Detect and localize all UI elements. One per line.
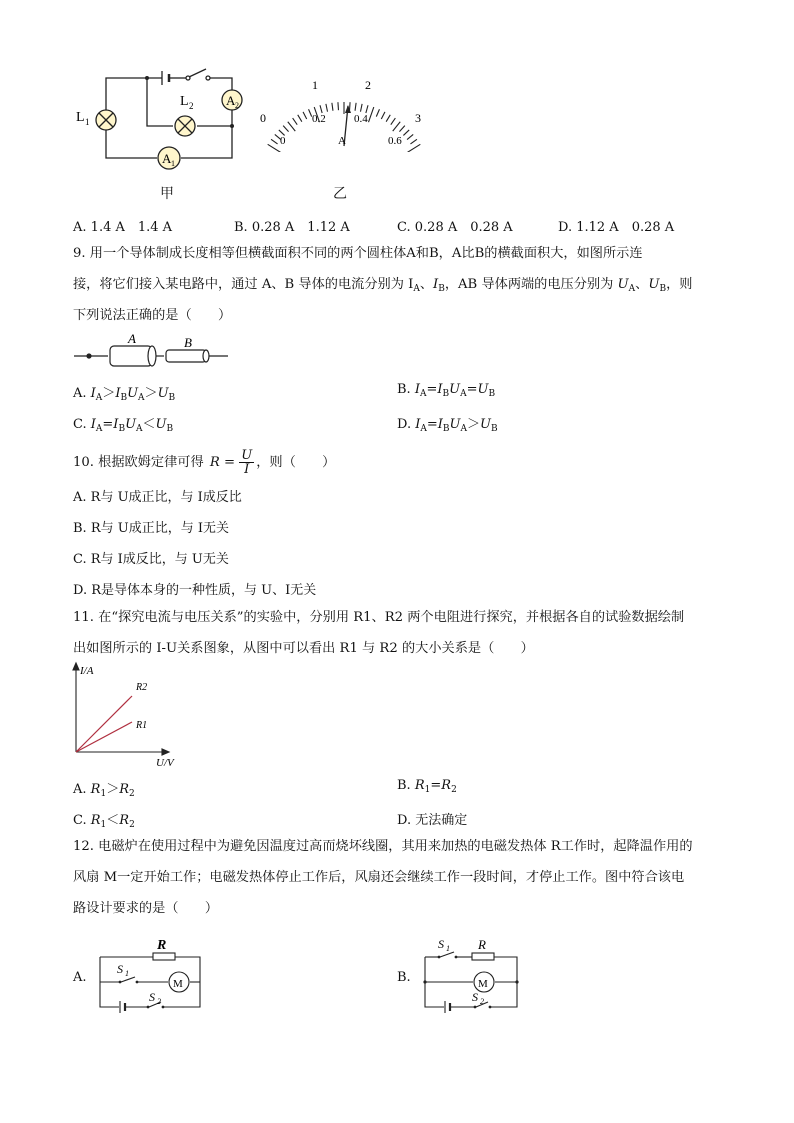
meter-tick	[407, 134, 413, 139]
svg-text:S: S	[472, 990, 478, 1004]
svg-text:M: M	[173, 978, 183, 990]
q11-option-c[interactable]: C. $R_1<R_2$	[73, 813, 135, 830]
q11-option-a[interactable]: A. $R_1>R_2$	[73, 782, 135, 799]
q10-option-a[interactable]: A. R与 U成正比，与 I成反比	[73, 490, 242, 505]
q9-option-b[interactable]: B. $I_A=I_BU_A=U_B$	[397, 382, 496, 399]
svg-text:1: 1	[446, 944, 450, 953]
q9-stem-line2: 接，将它们接入某电路中，通过 A、B 导体的电流分别为 $I_A$、$I_B$，AB 导体两端的电压分别为 $U_A$、$U_B$，则	[73, 277, 693, 294]
svg-text:S: S	[149, 990, 155, 1004]
meter-tick	[332, 103, 333, 111]
q11-option-d[interactable]: D. 无法确定	[397, 813, 468, 828]
svg-text:1: 1	[312, 78, 318, 92]
svg-text:0: 0	[260, 111, 266, 125]
svg-text:U/V: U/V	[156, 757, 174, 769]
meter-tick	[293, 118, 298, 125]
svg-text:0: 0	[280, 135, 286, 147]
figure-iu-graph	[66, 660, 186, 770]
q12-option-b-circuit[interactable]	[420, 935, 525, 1015]
meter-tick	[391, 118, 396, 125]
meter-tick	[326, 104, 328, 112]
q11-stem-line2: 出如图所示的 I-U关系图象，从图中可以看出 R1 与 R2 的大小关系是（ ）	[73, 641, 534, 656]
svg-text:A: A	[226, 93, 236, 108]
meter-tick	[360, 104, 362, 112]
motor-icon	[169, 972, 189, 992]
meter-tick	[366, 105, 368, 113]
caption-jia: 甲	[160, 186, 174, 202]
meter-tick	[271, 139, 277, 144]
meter-tick	[298, 115, 302, 122]
ammeter-a1-icon	[158, 147, 180, 169]
q8-option-d[interactable]: D. 1.12 A 0.28 A	[558, 220, 675, 235]
q11-option-b[interactable]: B. $R_1=R_2$	[397, 778, 457, 795]
caption-yi: 乙	[333, 186, 347, 202]
svg-text:0.2: 0.2	[312, 113, 326, 125]
svg-text:1: 1	[171, 159, 175, 168]
meter-tick	[381, 112, 385, 119]
svg-text:0.4: 0.4	[354, 113, 368, 125]
svg-text:S: S	[438, 937, 444, 951]
q9-stem-line1: 9. 用一个导体制成长度相等但横截面积不同的两个圆柱体A和B，A比B的横截面积大，如图所示连	[73, 246, 643, 261]
q12-stem-line1: 12. 电磁炉在使用过程中为避免因温度过高而烧坏线圈，其用来加热的电磁发热体 R工作时，起降温作用的	[73, 839, 693, 854]
meter-tick	[386, 115, 390, 122]
q10-stem: 10. 根据欧姆定律可得 R = $\frac{U}{I}$ ，则（ ）	[73, 448, 336, 477]
q12-option-a-circuit[interactable]	[95, 935, 205, 1015]
svg-text:R2: R2	[136, 682, 148, 693]
meter-tick	[288, 122, 295, 131]
figure-cylinders	[72, 332, 232, 372]
svg-text:2: 2	[157, 997, 161, 1006]
q12-option-a-label[interactable]: A.	[73, 970, 87, 985]
svg-text:3: 3	[415, 111, 421, 125]
meter-tick	[376, 109, 379, 116]
svg-text:R: R	[157, 938, 167, 953]
q12-option-b-label[interactable]: B.	[397, 970, 411, 985]
svg-text:I/A: I/A	[80, 665, 94, 677]
svg-text:R1: R1	[136, 720, 148, 731]
q10-option-c[interactable]: C. R与 I成反比，与 U无关	[73, 552, 229, 567]
q8-option-b[interactable]: B. 0.28 A 1.12 A	[234, 220, 350, 235]
lamp-l2-icon	[175, 116, 195, 136]
svg-text:2: 2	[235, 101, 239, 110]
svg-text:2: 2	[365, 78, 371, 92]
meter-tick	[410, 139, 416, 144]
svg-text:A: A	[128, 332, 136, 346]
svg-text:A: A	[162, 151, 172, 166]
meter-tick	[368, 107, 373, 122]
svg-text:2: 2	[189, 101, 194, 111]
motor-icon	[474, 972, 494, 992]
q8-option-c[interactable]: C. 0.28 A 0.28 A	[397, 220, 513, 235]
svg-text:B: B	[184, 335, 192, 350]
meter-tick	[338, 102, 339, 110]
meter-tick	[283, 126, 288, 132]
series-r1-line	[76, 722, 132, 752]
q8-option-a[interactable]: A. 1.4 A 1.4 A	[73, 220, 173, 235]
figure-circuit-jia	[70, 62, 250, 172]
q10-option-d[interactable]: D. R是导体本身的一种性质，与 U、I无关	[73, 583, 317, 598]
meter-tick	[355, 103, 356, 111]
svg-text:1: 1	[125, 969, 129, 978]
q12-stem-line2: 风扇 M一定开始工作；电磁发热体停止工作后，风扇还会继续工作一段时间，才停止工作。图中符合该电	[73, 870, 685, 885]
q10-option-b[interactable]: B. R与 U成正比，与 I无关	[73, 521, 229, 536]
series-r2-line	[76, 696, 132, 752]
q9-option-d[interactable]: D. $I_A=I_BU_A>U_B$	[397, 417, 498, 434]
svg-text:2: 2	[480, 997, 484, 1006]
svg-text:M: M	[478, 978, 488, 990]
q9-option-a[interactable]: A. $I_A>I_BU_A>U_B$	[73, 386, 176, 403]
svg-text:1: 1	[85, 117, 90, 127]
svg-text:0.6: 0.6	[388, 135, 402, 147]
label-l1: L	[76, 110, 85, 125]
meter-tick	[403, 130, 409, 136]
q9-stem-line3: 下列说法正确的是（ ）	[73, 308, 232, 323]
meter-tick	[399, 126, 404, 132]
meter-tick	[303, 112, 307, 119]
label-l2: L	[180, 94, 189, 109]
svg-text:A: A	[338, 135, 346, 147]
meter-tick	[407, 144, 421, 152]
meter-tick	[350, 102, 351, 110]
ammeter-a2-icon	[222, 90, 242, 110]
q11-stem-line1: 11. 在“探究电流与电压关系”的实验中，分别用 R1、R2 两个电阻进行探究，并根据各自的试验数据绘制	[73, 610, 685, 625]
q12-stem-line3: 路设计要求的是（ ）	[73, 901, 219, 916]
meter-tick	[320, 105, 322, 113]
meter-tick	[393, 122, 400, 131]
svg-text:R: R	[478, 937, 486, 952]
svg-text:S: S	[117, 962, 123, 976]
lamp-l1-icon	[96, 110, 116, 130]
q9-option-c[interactable]: C. $I_A=I_BU_A<U_B$	[73, 417, 174, 434]
figure-ammeter-yi	[252, 72, 437, 152]
